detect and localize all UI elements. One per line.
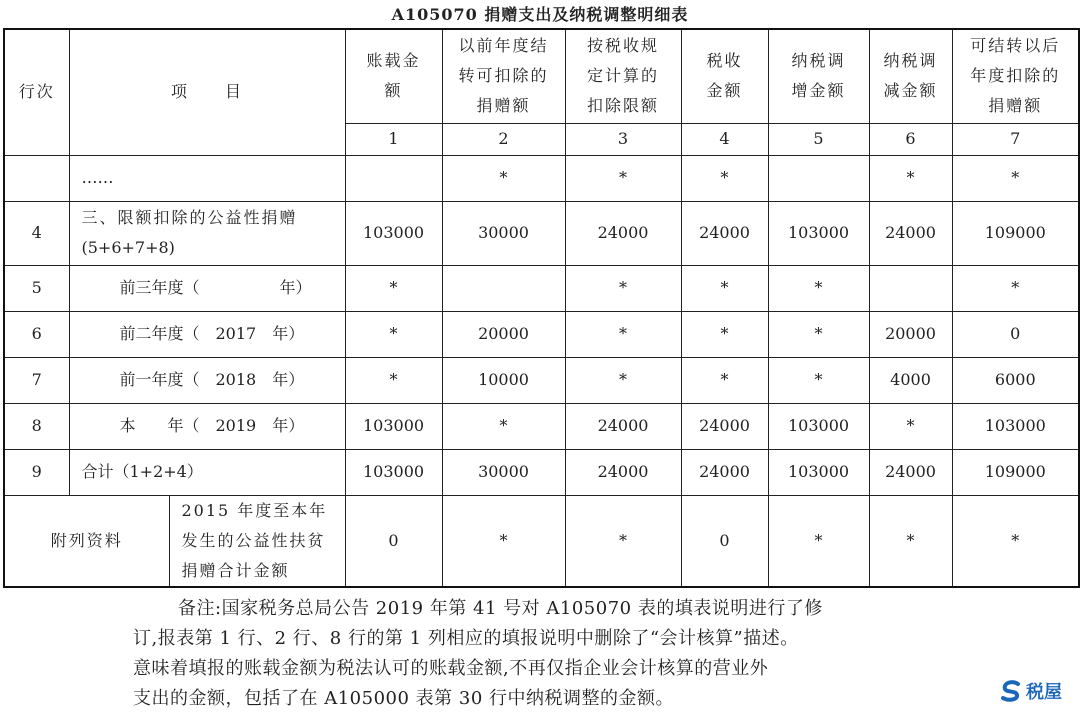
row-item-formula: (5+6+7+8) [81, 238, 175, 257]
table-row: 6 前二年度（ 2017 年） * 20000 * * * 20000 0 [4, 311, 1079, 357]
header-col-3: 按税收规定计算的扣除限额 [565, 29, 681, 123]
form-title: A105070 捐赠支出及纳税调整明细表 [391, 5, 689, 24]
header-col-7: 可结转以后年度扣除的捐赠额 [952, 29, 1079, 123]
shuiwu-logo [1000, 678, 1062, 704]
remark-line-4: 支出的金额，包括了在 A105000 表第 30 行中纳税调整的金额。 [133, 688, 675, 709]
header-row-no: 行次 [4, 29, 69, 155]
col-num-2: 2 [442, 123, 565, 155]
remark-line-3: 意味着填报的账载金额为税法认可的账载金额,不再仅指企业会计核算的营业外 [133, 658, 769, 679]
table-row: …… * * * * * [4, 155, 1079, 201]
remark-paragraph [133, 594, 953, 714]
col-num-4: 4 [681, 123, 768, 155]
col-num-5: 5 [768, 123, 869, 155]
appendix-desc: 2015 年度至本年发生的公益性扶贫捐赠合计金额 [169, 495, 345, 587]
col-num-3: 3 [565, 123, 681, 155]
col-num-6: 6 [869, 123, 952, 155]
appendix-row: 附列资料 2015 年度至本年发生的公益性扶贫捐赠合计金额 0 * * 0 * * * [4, 495, 1079, 587]
remark-line-2: 订,报表第 1 行、2 行、8 行的第 1 列相应的填报说明中删除了“会计核算”描述。 [133, 628, 799, 649]
header-col-5: 纳税调增金额 [768, 29, 869, 123]
table-row: 9 合计（1+2+4） 103000 30000 24000 24000 103000 24000 109000 [4, 449, 1079, 495]
donation-table [3, 28, 1080, 588]
header-col-4: 税收金额 [681, 29, 768, 123]
table-row: 5 前三年度（ 年） * * * * * [4, 265, 1079, 311]
row-item-label: 三、限额扣除的公益性捐赠 [81, 208, 298, 227]
col-num-1: 1 [345, 123, 442, 155]
header-col-2: 以前年度结转可扣除的捐赠额 [442, 29, 565, 123]
remark-line-1: 备注:国家税务总局公告 2019 年第 41 号对 A105070 表的填表说明进行了修 [178, 598, 823, 619]
table-row: 7 前一年度（ 2018 年） * 10000 * * * 4000 6000 [4, 357, 1079, 403]
header-col-6: 纳税调减金额 [869, 29, 952, 123]
table-row: 4 三、限额扣除的公益性捐赠 (5+6+7+8) 103000 30000 24000 24000 103000 24000 109000 [4, 201, 1079, 265]
header-col-1: 账载金额 [345, 29, 442, 123]
col-num-7: 7 [952, 123, 1079, 155]
table-row: 8 本 年（ 2019 年） 103000 * 24000 24000 103000 * 103000 [4, 403, 1079, 449]
appendix-label: 附列资料 [4, 495, 169, 587]
header-item: 项 目 [69, 29, 345, 155]
shuiwu-logo-icon [1000, 680, 1022, 702]
logo-text: 税屋 [1026, 682, 1062, 703]
